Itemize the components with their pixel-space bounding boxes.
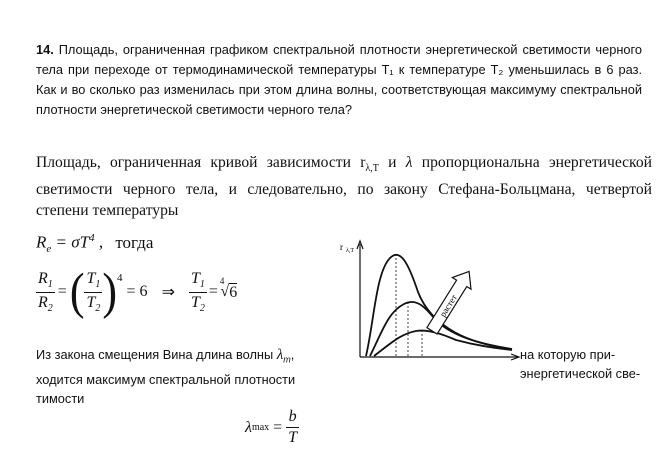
eq3-num: b <box>288 408 297 425</box>
frac-r2-sub: 2 <box>47 302 53 314</box>
frac-t1: T <box>86 270 96 288</box>
frac-r1-sub: 1 <box>47 279 53 291</box>
eq1-exp: 4 <box>89 232 95 244</box>
eq1-lhs: R <box>36 232 47 252</box>
ratio-power: 4 <box>117 272 123 284</box>
solution-subscript: λ,T <box>365 163 379 175</box>
frac-t2-sub: 2 <box>95 302 101 314</box>
eq3-den: T <box>288 429 298 446</box>
frac-r1: R <box>38 270 48 288</box>
solution-text-3: пропорциональна энергетической светимости черного тела, и следовательно, по закону Стефана-Больцмана, четвертой степени температуры <box>36 154 652 220</box>
eq3-lambda: λ <box>245 418 252 436</box>
ratio-equation: $\frac{R_1}{R_2}$ = ( $\frac{T_1}{T_2}$ ) $^4$ = 6 ⇒ $\frac{T_1}{T_2}$ = $^4$ √ 6 <box>38 263 238 320</box>
eq3-frac <box>286 408 299 447</box>
root-sign: √ <box>220 283 230 300</box>
wien-text-left <box>36 345 336 408</box>
temp-ratio-frac <box>189 270 207 313</box>
wien-text-a: Из закона смещения Вина длина волны <box>36 347 277 362</box>
eq1-then-word: тогда <box>115 232 154 252</box>
problem-number: 14. <box>36 42 54 57</box>
frac2-t2-sub: 2 <box>199 302 205 314</box>
curve-high-temp <box>366 255 512 356</box>
wien-text-right-b: энергетической све- <box>520 366 641 381</box>
solution-lambda: λ <box>405 154 413 171</box>
stefan-boltzmann-equation <box>36 232 153 255</box>
wien-text-c: ходится максимум спектральной плотности <box>36 371 296 387</box>
wien-text-d: тимости <box>36 390 85 406</box>
graph-y-label: r <box>340 242 343 252</box>
wien-lambda: λ <box>276 347 284 363</box>
solution-text-1: Площадь, ограниченная кривой зависимости r <box>36 154 366 171</box>
planck-curves-graph <box>330 232 525 362</box>
curve-low-temp <box>374 331 512 356</box>
graph-y-label-sub: λ,T <box>346 248 355 254</box>
eq1-comma: , <box>94 232 104 252</box>
problem-text: Площадь, ограниченная графиком спектральной плотности энергетической светимости черного тела при переходе от термодинамической температуры T₁ к температуре T₂ уменьшилась в 6 раз. Как и во сколько раз изменилась при этом длина волны, соответствующая максимуму спектральной плотности энергетической светимости черного тела? <box>36 42 643 117</box>
wien-equation: λ max = $\frac{b}{T}$ <box>245 408 298 446</box>
frac-t1-sub: 1 <box>95 279 101 291</box>
eq3-sub: max <box>251 422 270 433</box>
root-index: 4 <box>219 276 225 286</box>
frac2-t2: T <box>190 293 200 311</box>
ratio-t-frac <box>84 270 102 313</box>
solution-text-2: и <box>378 154 406 171</box>
ratio-r-frac <box>36 270 55 313</box>
frac-t2: T <box>86 293 96 311</box>
solution-paragraph <box>36 152 652 221</box>
problem-statement <box>36 40 642 120</box>
wien-text-b: , <box>290 347 295 362</box>
frac2-t1: T <box>190 270 200 288</box>
frac-r2: R <box>38 293 48 311</box>
eq1-rhs: = σT <box>51 232 90 252</box>
temperature-arrow <box>423 266 479 337</box>
root-value: 6 <box>229 283 238 301</box>
wien-text-right <box>520 345 650 383</box>
implies-arrow: ⇒ <box>161 284 175 301</box>
wien-text-right-a: на которую при- <box>520 347 616 362</box>
eq1-lhs-sub: e <box>46 243 52 256</box>
arrow-label: растет <box>437 292 459 319</box>
frac2-t1-sub: 1 <box>199 279 205 291</box>
ratio-equals-six: = 6 <box>126 283 148 300</box>
wien-lambda-sub: m <box>283 354 291 365</box>
